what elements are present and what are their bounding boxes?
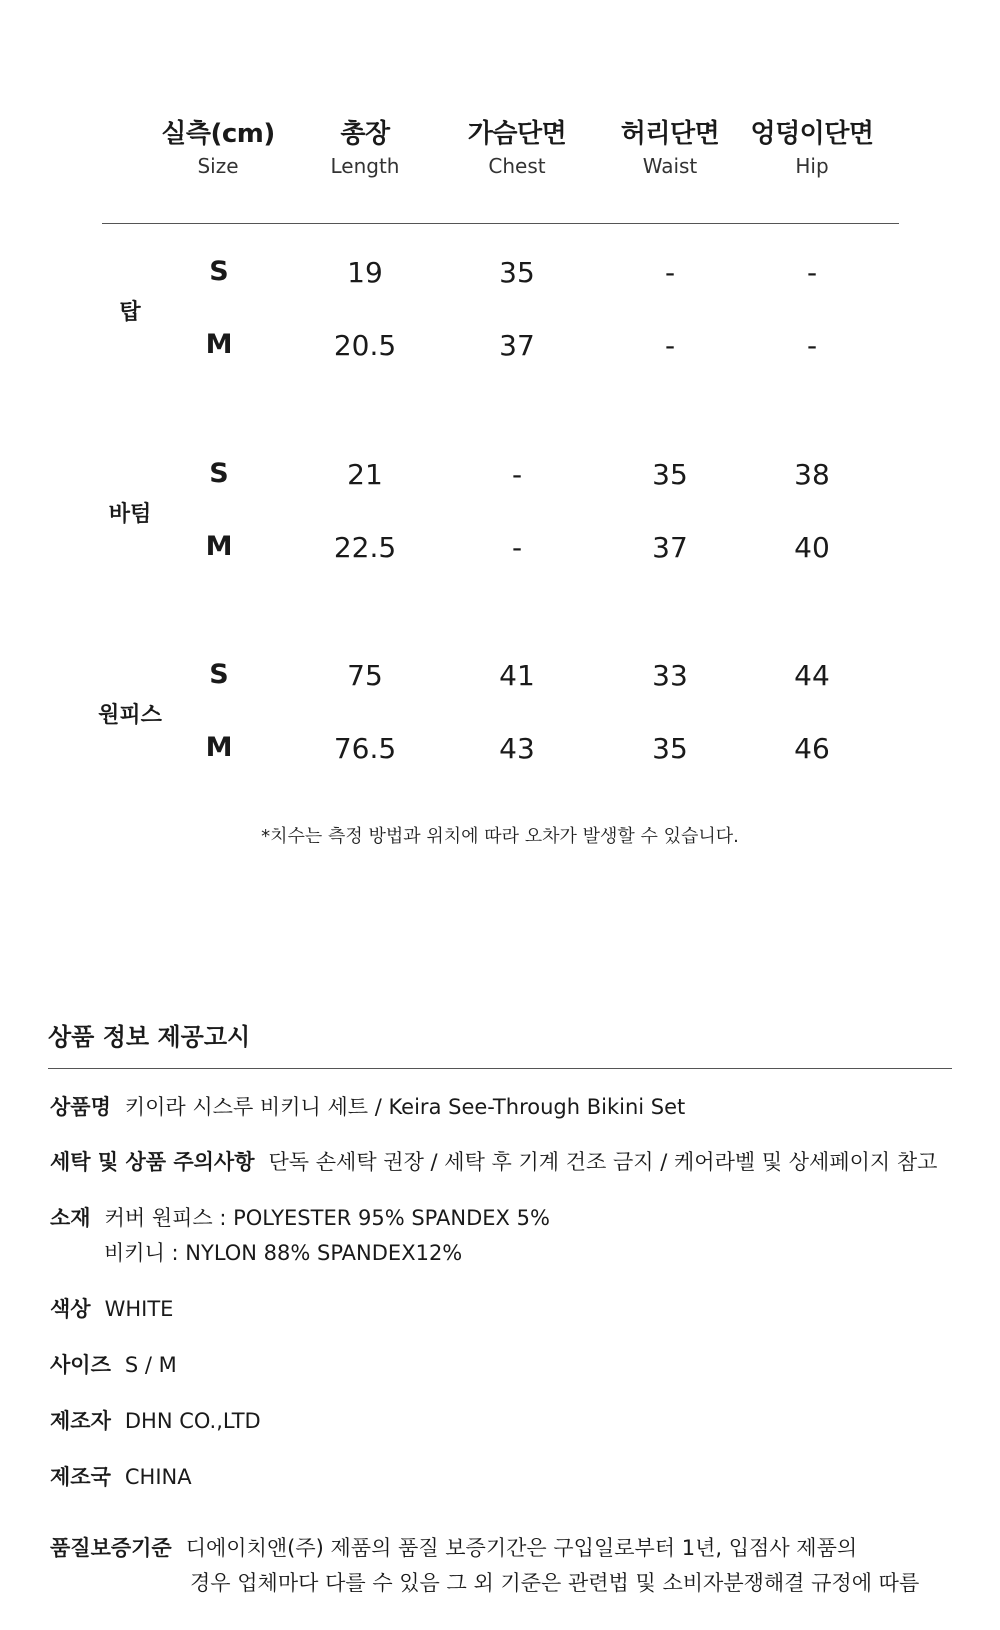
size-s: S: [209, 659, 229, 690]
size-s: S: [209, 256, 229, 287]
info-row-material: [50, 1201, 550, 1236]
info-row-country: [50, 1460, 192, 1495]
group-label-onepiece: 원피스: [98, 703, 162, 728]
info-key: 상품명: [50, 1095, 111, 1119]
cell-hip: 46: [794, 732, 830, 765]
size-m: M: [205, 329, 233, 360]
group-label-top: 탑: [119, 300, 141, 325]
cell-hip: -: [806, 329, 818, 362]
info-row-warranty: [50, 1531, 857, 1566]
cell-chest: 43: [499, 732, 535, 765]
header-waist: 허리단면 Waist: [620, 119, 720, 178]
info-value: 키이라 시스루 비키니 세트 / Keira See-Through Bikini Set: [124, 1095, 686, 1119]
info-value: 커버 원피스 : POLYESTER 95% SPANDEX 5%: [104, 1206, 550, 1230]
product-info-title: 상품 정보 제공고시: [48, 1023, 251, 1051]
info-row-name: [50, 1090, 685, 1125]
cell-waist: 33: [652, 659, 688, 692]
cell-hip: -: [806, 256, 818, 289]
info-value: WHITE: [104, 1297, 174, 1321]
info-key: 품질보증기준: [50, 1536, 172, 1560]
info-row-maker: [50, 1404, 261, 1439]
cell-length: 20.5: [333, 329, 397, 362]
info-key: 색상: [50, 1297, 91, 1321]
product-info-divider: [48, 1068, 952, 1069]
header-size: 실측(cm) Size: [161, 119, 275, 178]
header-length: 총장 Length: [330, 119, 400, 178]
info-key: 사이즈: [50, 1353, 111, 1377]
group-label-bottom: 바텀: [108, 502, 152, 527]
cell-chest: 37: [499, 329, 535, 362]
cell-hip: 38: [794, 458, 830, 491]
measurement-note: *치수는 측정 방법과 위치에 따라 오차가 발생할 수 있습니다.: [261, 826, 739, 847]
table-divider: [102, 223, 899, 224]
cell-length: 22.5: [333, 531, 397, 564]
cell-length: 19: [347, 256, 383, 289]
size-m: M: [205, 732, 233, 763]
cell-chest: -: [511, 531, 523, 564]
info-value: 디에이치앤(주) 제품의 품질 보증기간은 구입일로부터 1년, 입점사 제품의: [185, 1536, 858, 1560]
info-value-cont: 비키니 : NYLON 88% SPANDEX12%: [104, 1241, 463, 1265]
size-s: S: [209, 458, 229, 489]
header-chest: 가슴단면 Chest: [467, 119, 567, 178]
info-value-cont: 경우 업체마다 다를 수 있음 그 외 기준은 관련법 및 소비자분쟁해결 규정에 따름: [190, 1571, 920, 1595]
cell-chest: 41: [499, 659, 535, 692]
cell-length: 21: [347, 458, 383, 491]
info-value: 단독 손세탁 권장 / 세탁 후 기계 건조 금지 / 케어라벨 및 상세페이지 참고: [268, 1150, 938, 1174]
info-row-care: [50, 1145, 937, 1180]
info-value: CHINA: [124, 1465, 192, 1489]
cell-waist: 35: [652, 458, 688, 491]
info-key: 세탁 및 상품 주의사항: [50, 1150, 255, 1174]
cell-length: 76.5: [333, 732, 397, 765]
cell-hip: 44: [794, 659, 830, 692]
info-key: 소재: [50, 1206, 91, 1230]
info-key: 제조국: [50, 1465, 111, 1489]
info-value: DHN CO.,LTD: [124, 1409, 261, 1433]
info-value: S / M: [124, 1353, 177, 1377]
cell-waist: -: [664, 329, 676, 362]
cell-hip: 40: [794, 531, 830, 564]
cell-chest: 35: [499, 256, 535, 289]
size-m: M: [205, 531, 233, 562]
cell-waist: -: [664, 256, 676, 289]
cell-waist: 35: [652, 732, 688, 765]
info-key: 제조자: [50, 1409, 111, 1433]
header-hip: 엉덩이단면 Hip: [750, 119, 874, 178]
cell-waist: 37: [652, 531, 688, 564]
cell-length: 75: [347, 659, 383, 692]
cell-chest: -: [511, 458, 523, 491]
info-row-size: [50, 1348, 177, 1383]
info-row-color: [50, 1292, 173, 1327]
